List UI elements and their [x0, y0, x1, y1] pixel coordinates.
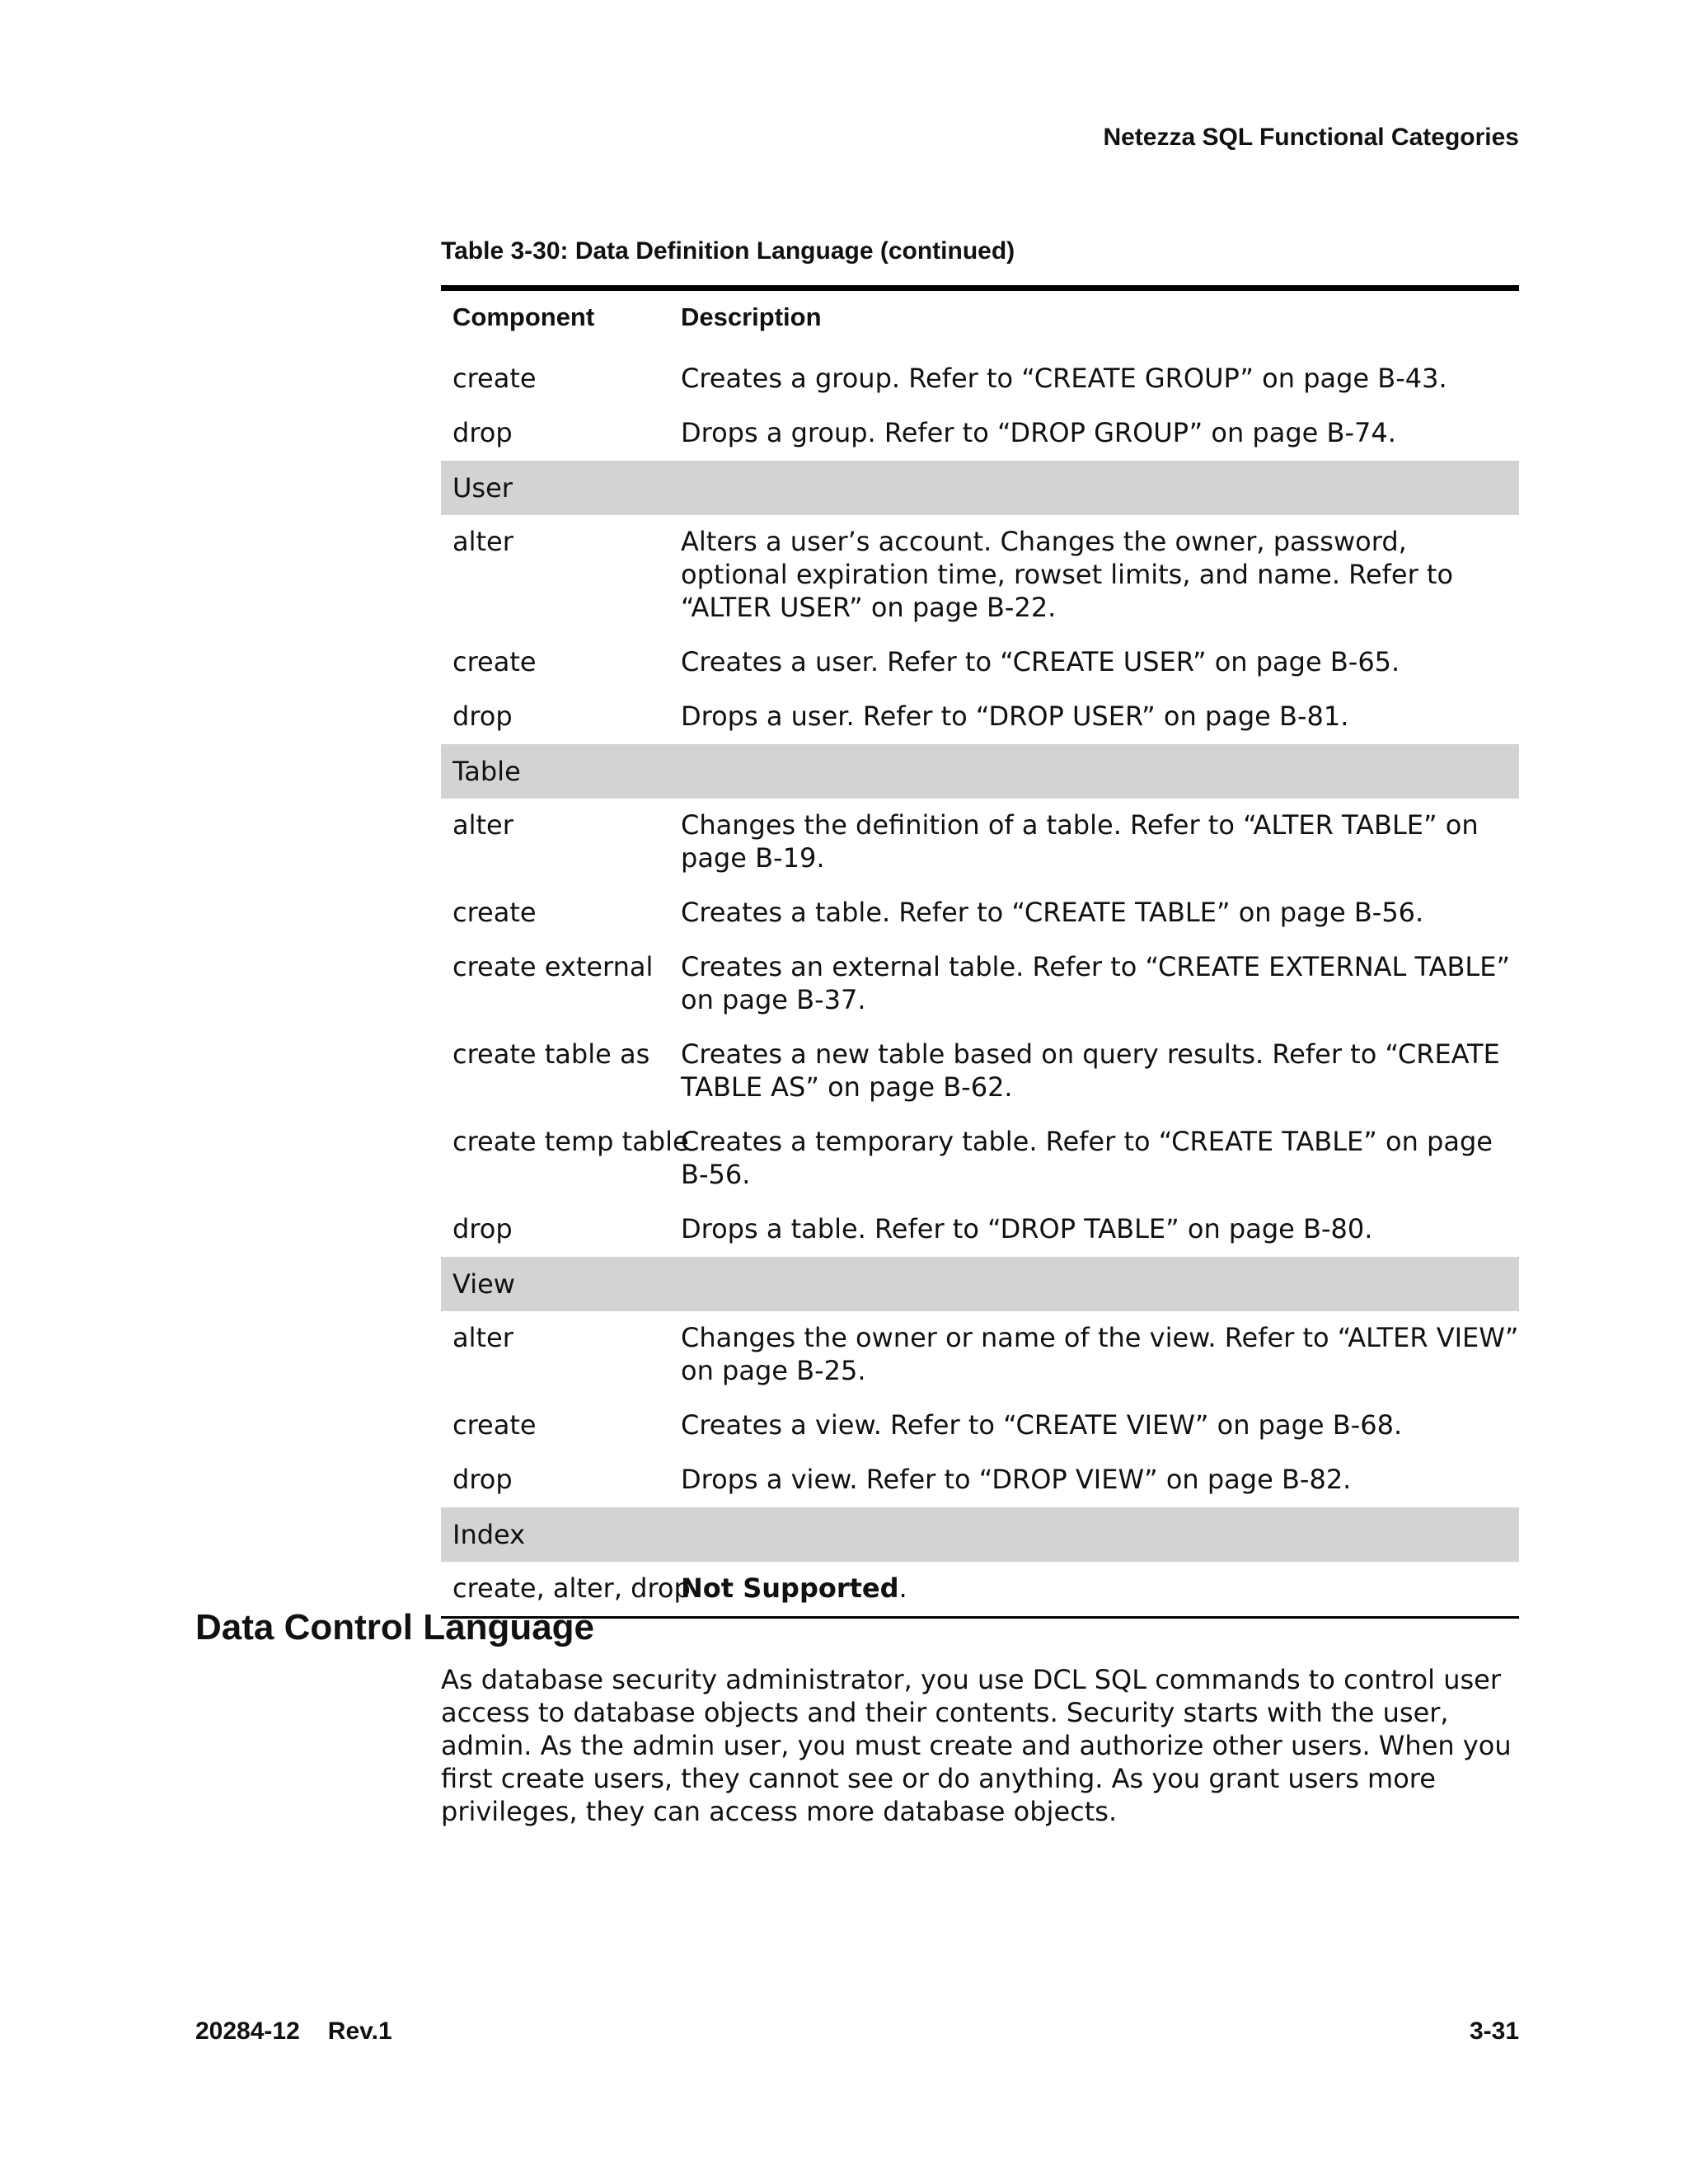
table-header-row — [441, 288, 1519, 353]
table-caption: Table 3-30: Data Definition Language (continued) — [441, 237, 1015, 265]
group-label: User — [441, 461, 669, 515]
table-row — [441, 1115, 1519, 1202]
group-label-spacer — [669, 1257, 1519, 1311]
group-label-spacer — [669, 461, 1519, 515]
description-emphasis: Not Supported — [681, 1572, 899, 1604]
table-row — [441, 1399, 1519, 1453]
cell-component: create, alter, drop — [452, 1572, 691, 1604]
cell-component: create table as — [452, 1038, 650, 1070]
cell-component: alter — [452, 1322, 513, 1353]
table-row — [441, 940, 1519, 1028]
ddl-table-container — [441, 285, 1519, 1619]
cell-description: Changes the owner or name of the view. Refer to “ALTER VIEW” on page B-25. — [681, 1322, 1519, 1386]
cell-description: Creates a temporary table. Refer to “CREATE TABLE” on page B-56. — [681, 1126, 1493, 1190]
cell-description: Drops a group. Refer to “DROP GROUP” on page B-74. — [681, 417, 1396, 448]
group-label: Table — [441, 744, 669, 799]
table-row — [441, 352, 1519, 406]
cell-description: Drops a table. Refer to “DROP TABLE” on page B-80. — [681, 1213, 1373, 1244]
cell-component: drop — [452, 1464, 513, 1495]
column-header-component: Component — [452, 302, 595, 331]
cell-description: Creates a group. Refer to “CREATE GROUP” on page B-43. — [681, 363, 1447, 394]
cell-component: drop — [452, 417, 513, 448]
cell-component: create temp table — [452, 1126, 689, 1157]
footer-revision: Rev.1 — [327, 2018, 392, 2045]
table-group-row — [441, 744, 1519, 799]
cell-description: Drops a view. Refer to “DROP VIEW” on page B-82. — [681, 1464, 1352, 1495]
cell-description: Creates a view. Refer to “CREATE VIEW” on page B-68. — [681, 1409, 1403, 1441]
footer-page-number: 3-31 — [1469, 2018, 1519, 2045]
cell-component: create — [452, 363, 537, 394]
section-body: As database security administrator, you use DCL SQL commands to control user access to database objects and their contents. Security starts with the user, admin. As the admin user, you must create and authorize other users. When you first create users, they cannot see or do anything. As you grant users more privileges, they can access more database objects. — [441, 1664, 1512, 1827]
cell-description: Creates a table. Refer to “CREATE TABLE” on page B-56. — [681, 897, 1424, 928]
cell-component: drop — [452, 701, 513, 732]
cell-component: drop — [452, 1213, 513, 1244]
cell-component: create external — [452, 951, 654, 982]
group-label-spacer — [669, 744, 1519, 799]
cell-description: Creates a new table based on query results. Refer to “CREATE TABLE AS” on page B-62. — [681, 1038, 1500, 1103]
group-label: View — [441, 1257, 669, 1311]
table-row — [441, 1562, 1519, 1618]
table-row — [441, 1028, 1519, 1115]
cell-description: Creates a user. Refer to “CREATE USER” on page B-65. — [681, 646, 1400, 677]
cell-description: Changes the definition of a table. Refer to “ALTER TABLE” on page B-19. — [681, 809, 1479, 874]
table-group-row — [441, 461, 1519, 515]
cell-component: alter — [452, 809, 513, 841]
table-row — [441, 1202, 1519, 1257]
table-row — [441, 886, 1519, 940]
ddl-table — [441, 285, 1519, 1619]
cell-component: create — [452, 646, 537, 677]
table-row — [441, 406, 1519, 461]
table-row — [441, 690, 1519, 744]
cell-description: Drops a user. Refer to “DROP USER” on page B-81. — [681, 701, 1349, 732]
column-header-description: Description — [681, 302, 822, 331]
group-label-spacer — [669, 1507, 1519, 1562]
cell-component: create — [452, 897, 537, 928]
table-group-row — [441, 1507, 1519, 1562]
table-body — [441, 352, 1519, 1618]
footer-doc-info — [195, 2018, 392, 2046]
cell-description — [669, 1562, 1519, 1618]
table-group-row — [441, 1257, 1519, 1311]
cell-description: Creates an external table. Refer to “CREATE EXTERNAL TABLE” on page B-37. — [681, 951, 1511, 1015]
cell-description: Alters a user’s account. Changes the owner, password, optional expiration time, rowset limits, and name. Refer to “ALTER USER” on page B-22. — [681, 526, 1454, 623]
cell-component: alter — [452, 526, 513, 557]
table-row — [441, 635, 1519, 690]
running-header: Netezza SQL Functional Categories — [1103, 124, 1519, 151]
table-row — [441, 1311, 1519, 1399]
table-row — [441, 799, 1519, 886]
cell-component: create — [452, 1409, 537, 1441]
group-label: Index — [441, 1507, 669, 1562]
table-row — [441, 1453, 1519, 1507]
footer-doc-number: 20284-12 — [195, 2018, 300, 2045]
table-row — [441, 515, 1519, 635]
description-text: . — [898, 1572, 907, 1604]
section-heading: Data Control Language — [195, 1607, 595, 1647]
